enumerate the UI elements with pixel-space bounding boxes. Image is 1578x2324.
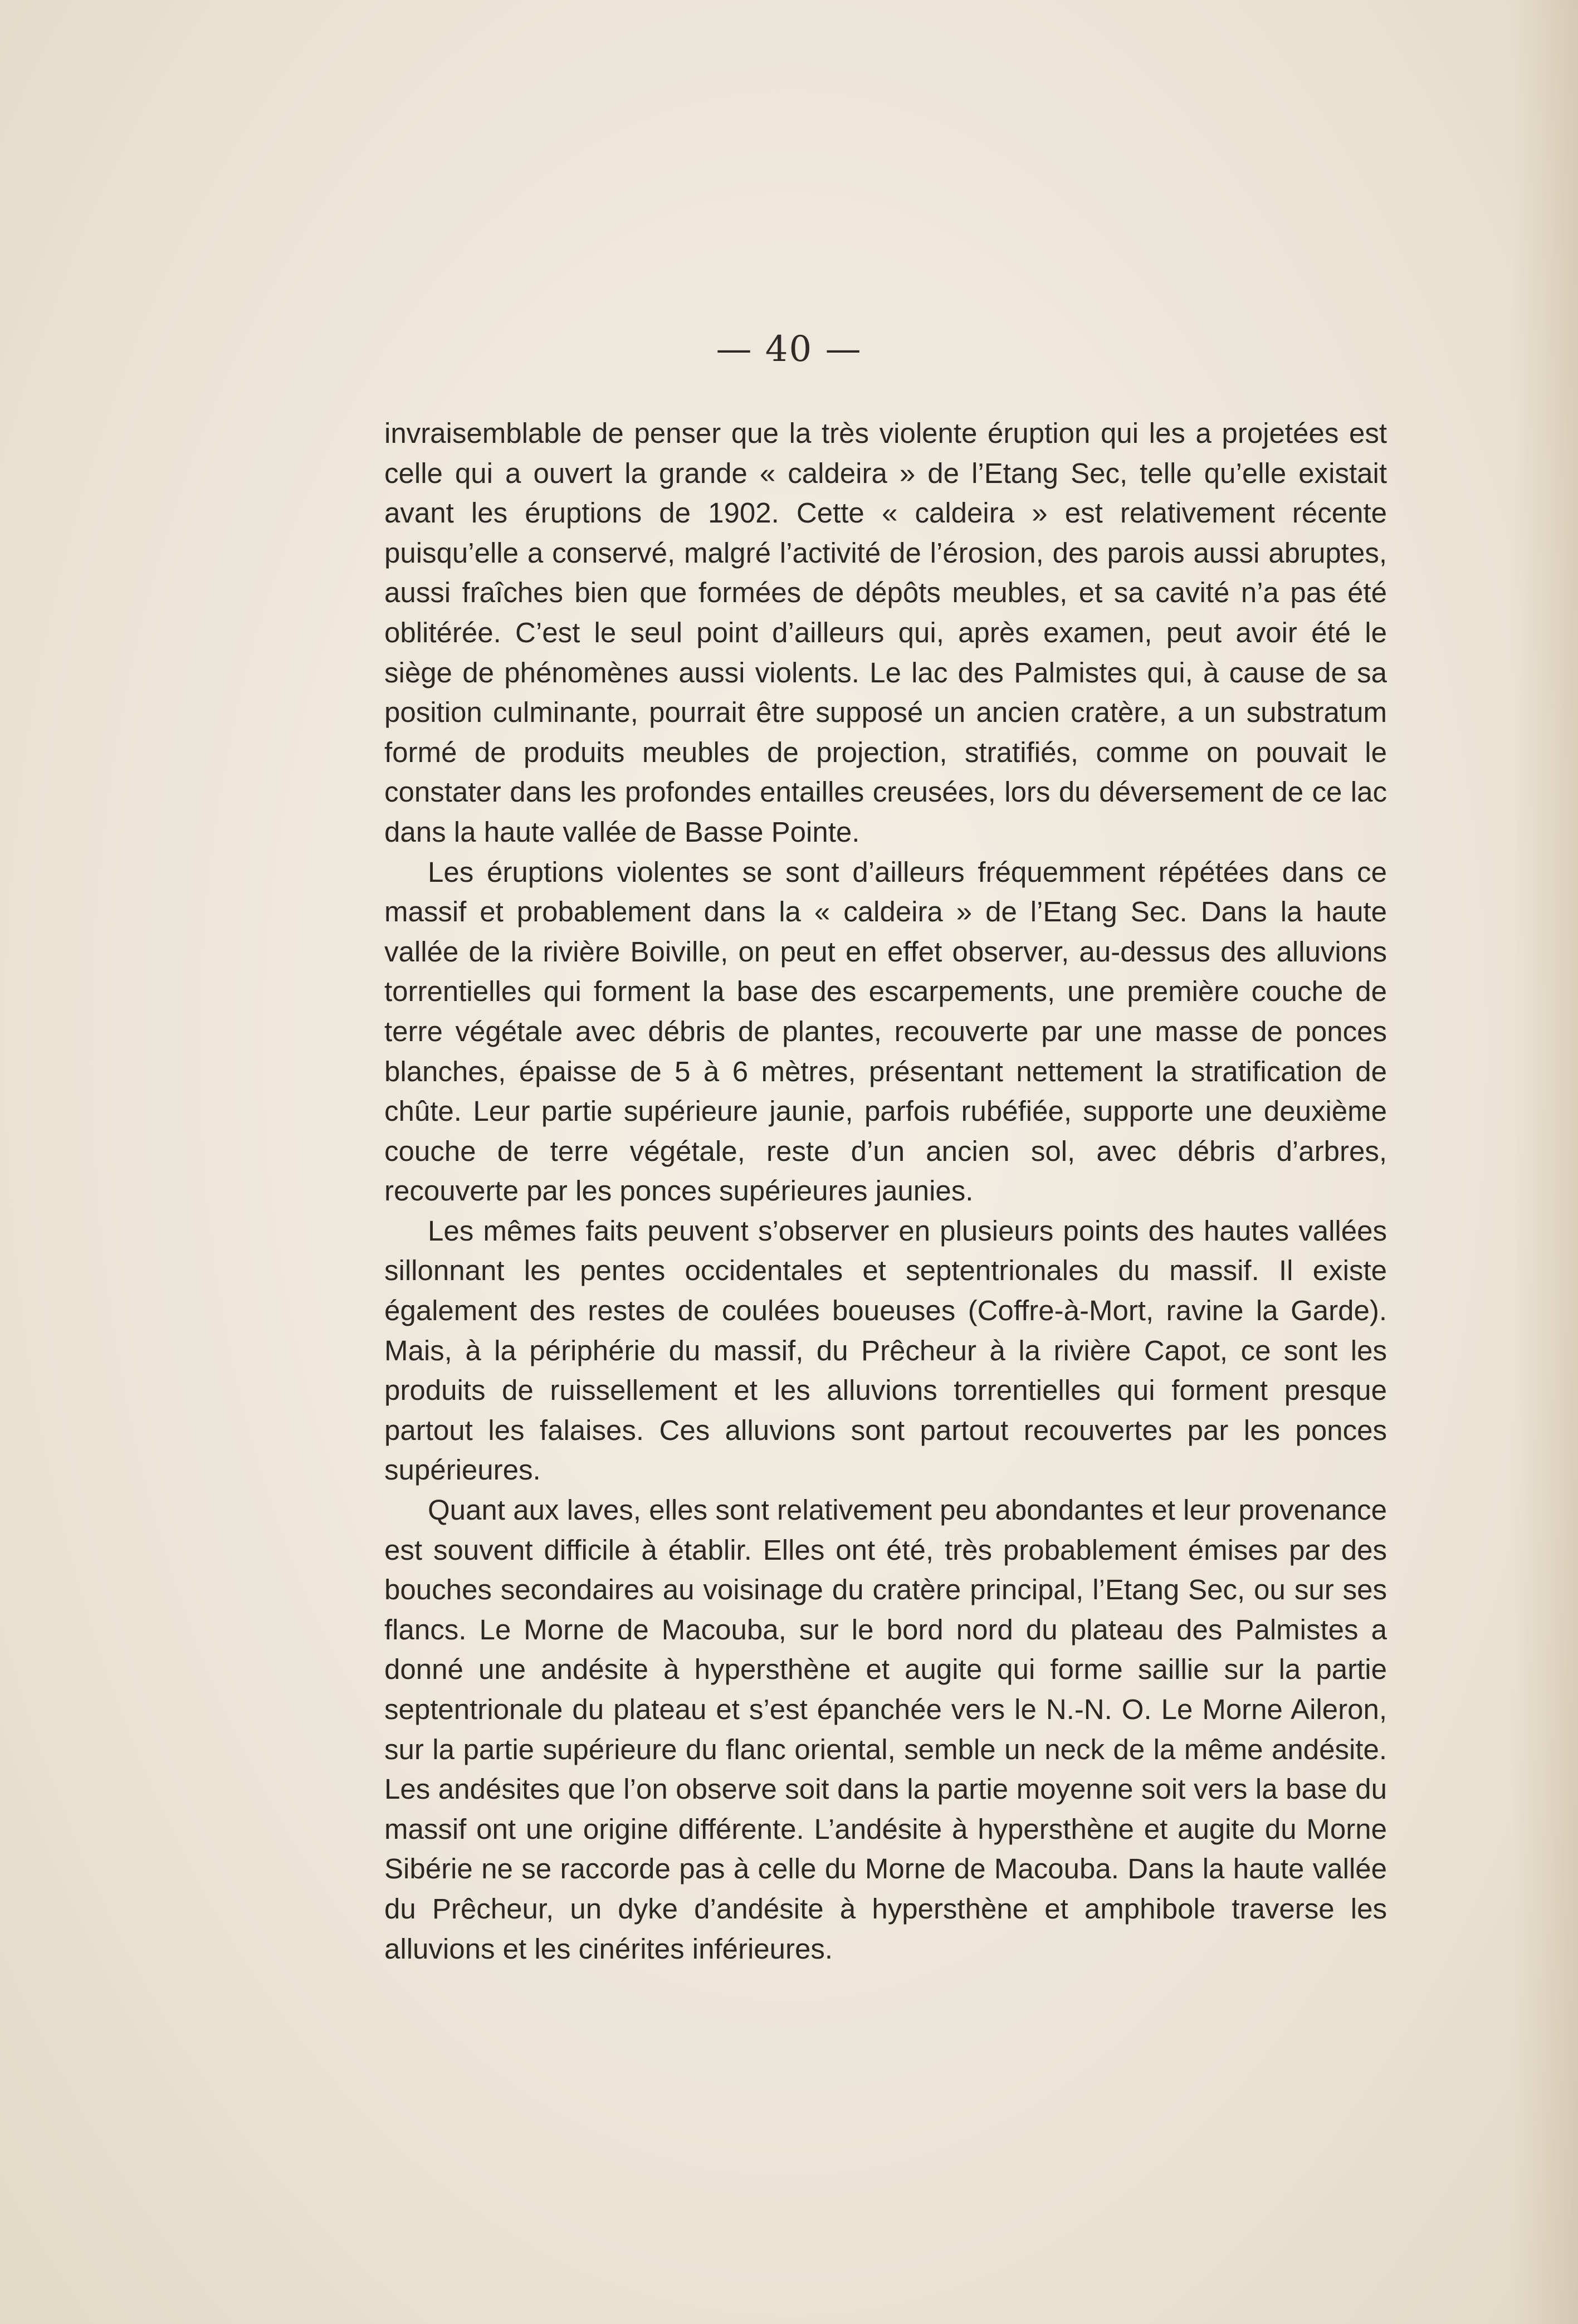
paragraph: Les mêmes faits peuvent s’observer en plusieurs points des hautes vallées sillonnant les pentes occidentales et septentrionales du massif. Il existe également des restes de coulées boueuses (Coffre-à-Mort, ravine la Garde). Mais, à la périphérie du massif, du Prêcheur à la rivière Capot, ce sont les produits de ruissellement et les alluvions torrentielles qui forment presque partout les falaises. Ces alluvions sont partout recouvertes par les ponces supérieures. bbox=[384, 1214, 1387, 1486]
page-number: — 40 — bbox=[716, 329, 862, 370]
paragraph: Quant aux laves, elles sont relativement peu abondantes et leur provenance est souvent difficile à établir. Elles ont été, très probablement émises par des bouches secondaires au voisinage du cratère principal, l’Etang Sec, ou sur ses flancs. Le Morne de Macouba, sur le bord nord du plateau des Palmistes a donné une andésite à hypersthène et augite qui forme saillie sur la partie septentrionale du plateau et s’est épanchée vers le N.-N. O. Le Morne Aileron, sur la partie supérieure du flanc oriental, semble un neck de la même andésite. Les andésites que l’on observe soit dans la partie moyenne soit vers la base du massif ont une origine différente. L’andésite à hypersthène et augite du Morne Sibérie ne se raccorde pas à celle du Morne de Macouba. Dans la haute vallée du Prêcheur, un dyke d’andésite à hypersthène et amphibole traverse les alluvions et les cinérites inférieures. bbox=[384, 1494, 1387, 1965]
paragraph: Les éruptions violentes se sont d’ailleurs fréquemment répétées dans ce massif et probablement dans la « caldeira » de l’Etang Sec. Dans la haute vallée de la rivière Boiville, on peut en effet observer, au-dessus des alluvions torrentielles qui forment la base des escarpements, une première couche de terre végétale avec débris de plantes, recouverte par une masse de ponces blanches, épaisse de 5 à 6 mètres, présentant nettement la stratification de chûte. Leur partie supérieure jaunie, parfois rubéfiée, supporte une deuxième couche de terre végétale, reste d’un ancien sol, avec débris d’arbres, recouverte par les ponces supérieures jaunies. bbox=[384, 856, 1387, 1207]
paragraph: invraisemblable de penser que la très violente éruption qui les a projetées est celle qui a ouvert la grande « caldeira » de l’Etang Sec, telle qu’elle existait avant les éruptions de 1902. Cette « caldeira » est relativement récente puisqu’elle a conservé, malgré l’activité de l’érosion, des parois aussi abruptes, aussi fraîches bien que formées de dépôts meubles, et sa cavité n’a pas été oblitérée. C’est le seul point d’ailleurs qui, après examen, peut avoir été le siège de phénomènes aussi violents. Le lac des Palmistes qui, à cause de sa position culminante, pourrait être supposé un ancien cratère, a un substratum formé de produits meubles de projection, stratifiés, comme on pouvait le constater dans les profondes entailles creusées, lors du déversement de ce lac dans la haute vallée de Basse Pointe. bbox=[384, 417, 1387, 848]
body-text bbox=[384, 413, 1387, 1969]
